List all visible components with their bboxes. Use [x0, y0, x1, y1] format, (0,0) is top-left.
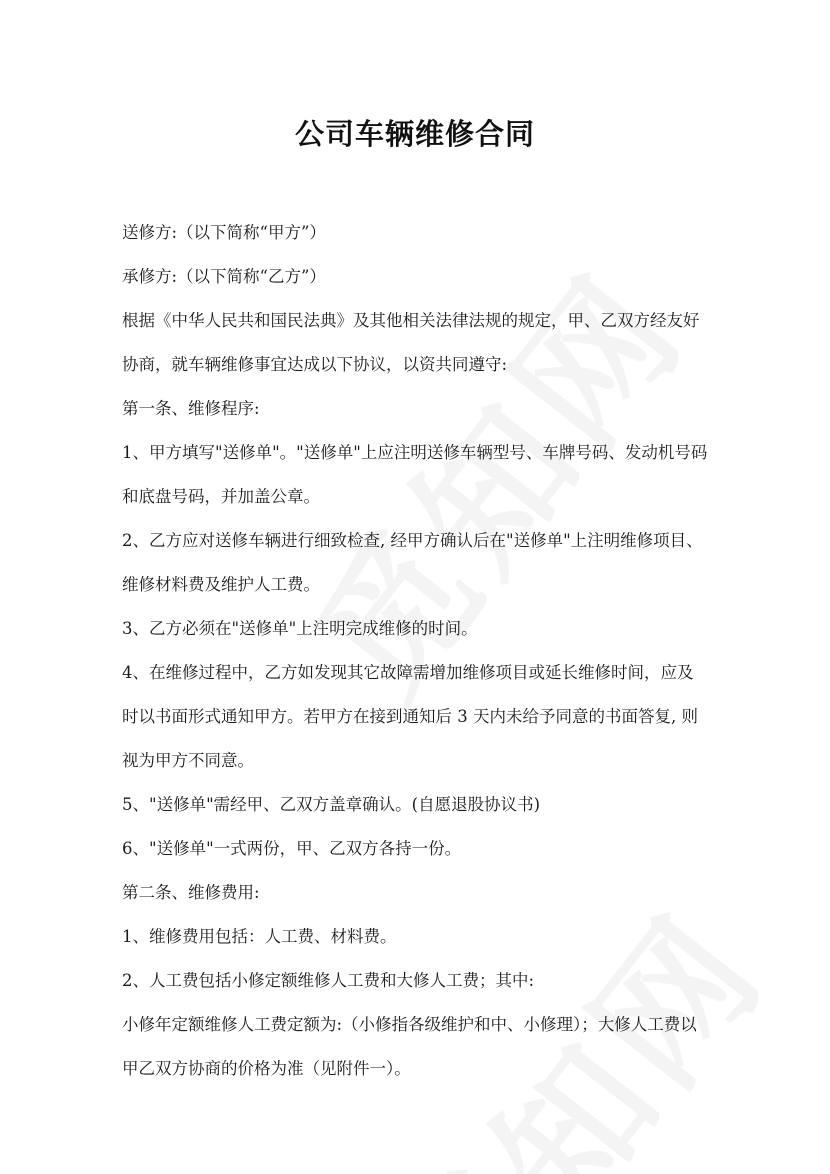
paragraph-line: 1、甲方填写"送修单"。"送修单"上应注明送修车辆型号、车牌号码、发动机号码: [122, 443, 708, 462]
paragraph-line: 2、人工费包括小修定额维修人工费和大修人工费；其中:: [122, 971, 535, 990]
paragraph-line: 视为甲方不同意。: [122, 751, 254, 770]
paragraph-line: 2、乙方应对送修车辆进行细致检查, 经甲方确认后在"送修单"上注明维修项目、: [122, 531, 703, 550]
paragraph-line: 小修年定额维修人工费定额为:（小修指各级维护和中、小修理）；大修人工费以: [122, 1015, 697, 1034]
paragraph-line: 5、"送修单"需经甲、乙双方盖章确认。(自愿退股协议书): [122, 795, 541, 814]
paragraph-line: 时以书面形式通知甲方。若甲方在接到通知后 3 天内未给予同意的书面答复, 则: [122, 707, 698, 726]
paragraph-line: 维修材料费及维护人工费。: [122, 575, 320, 594]
paragraph-line: 和底盘号码，并加盖公章。: [122, 487, 320, 506]
document-title: 公司车辆维修合同: [294, 117, 535, 151]
watermark: [257, 222, 723, 733]
section-heading: 第二条、维修费用:: [122, 883, 260, 902]
paragraph-line: 根据《中华人民共和国民法典》及其他相关法律法规的规定，甲、乙双方经友好: [122, 311, 700, 330]
paragraph-line: 6、"送修单"一式两份，甲、乙双方各持一份。: [122, 839, 462, 858]
paragraph-line: 1、维修费用包括：人工费、材料费。: [122, 927, 397, 946]
paragraph-line: 3、乙方必须在"送修单"上注明完成维修的时间。: [122, 619, 478, 638]
paragraph-line: 甲乙双方协商的价格为准（见附件一）。: [122, 1059, 411, 1078]
paragraph-line: 协商，就车辆维修事宜达成以下协议，以资共同遵守:: [122, 355, 508, 374]
paragraph-line: 承修方:（以下简称“乙方”）: [122, 267, 326, 286]
paragraph-line: 送修方:（以下简称“甲方”）: [122, 223, 326, 242]
paragraph-line: 4、在维修过程中，乙方如发现其它故障需增加维修项目或延长维修时间，应及: [122, 663, 694, 682]
section-heading: 第一条、维修程序:: [122, 399, 260, 418]
